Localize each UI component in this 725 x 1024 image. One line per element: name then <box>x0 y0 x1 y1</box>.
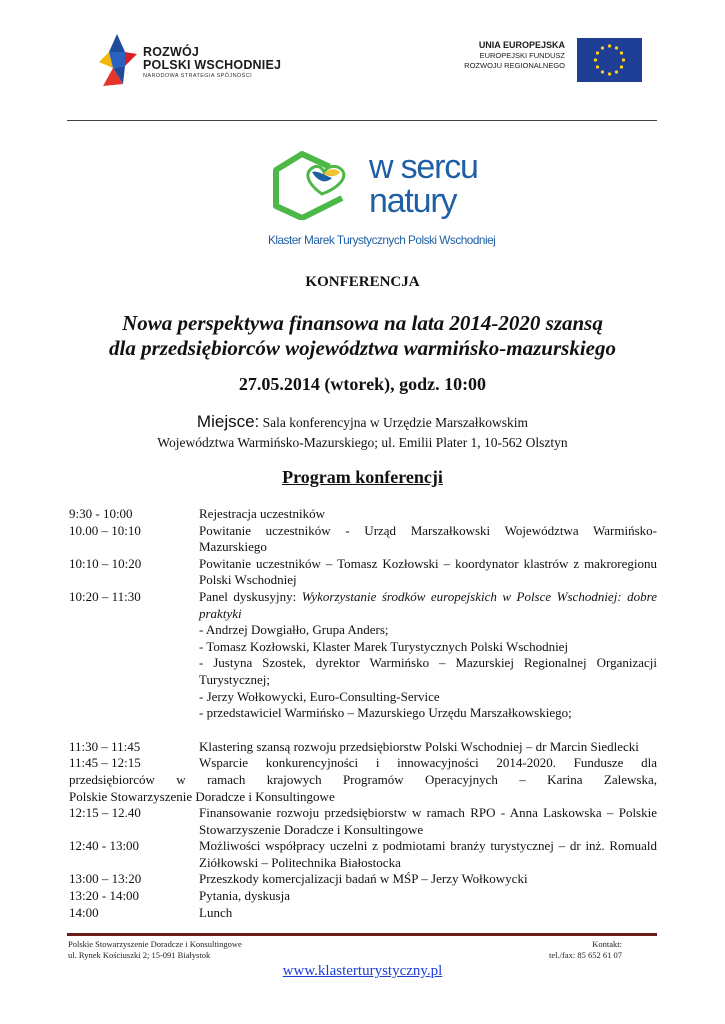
schedule-desc <box>199 755 657 772</box>
schedule-desc-line: Lunch <box>199 904 233 920</box>
schedule-desc-line: Powitanie uczestników - Urząd Marszałkowski Województwa Warmińsko- <box>199 522 657 538</box>
event-title-line1: Nowa perspektywa finansowa na lata 2014-2020 szansą <box>122 311 603 335</box>
rpw-logo-line1: ROZWÓJ <box>143 45 200 59</box>
event-date: 27.05.2014 (wtorek), godz. 10:00 <box>238 374 487 394</box>
schedule-desc-line: Ziółkowski – Politechnika Białostocka <box>199 854 401 870</box>
schedule-desc-line: Rejestracja uczestników <box>199 506 325 521</box>
footer-divider <box>67 933 657 936</box>
eu-line2: EUROPEJSKI FUNDUSZ <box>479 51 565 60</box>
schedule-time: 11:30 – 11:45 <box>69 738 141 754</box>
website-link[interactable]: www.klasterturystyczny.pl <box>282 963 443 979</box>
footer-contact-label: Kontakt: <box>592 939 622 949</box>
place-label: Miejsce: <box>196 412 260 431</box>
schedule-time: 11:45 – 12:15 <box>69 755 141 771</box>
schedule-row <box>69 589 657 722</box>
place-line1: Sala konferencyjna w Urzędzie Marszałkowskim <box>262 415 529 430</box>
schedule-desc-line: Polskie Stowarzyszenie Doradcze i Konsultingowe <box>69 788 335 804</box>
schedule-desc-line: Stowarzyszenie Doradcze i Konsultingowe <box>199 821 424 837</box>
brand-subtitle: Klaster Marek Turystycznych Polski Wschodniej <box>268 233 496 247</box>
schedule-desc-line: Finansowanie rozwoju przedsiębiorstw w ramach RPO - Anna Laskowska – Polskie <box>199 805 657 821</box>
schedule-time: 12:40 - 13:00 <box>69 838 140 854</box>
panelist: - Tomasz Kozłowski, Klaster Marek Turystycznych Polski Wschodniej <box>199 638 569 654</box>
schedule-desc <box>199 888 657 905</box>
footer-org-name: Polskie Stowarzyszenie Doradcze i Konsultingowe <box>68 939 242 949</box>
schedule-row <box>69 838 657 871</box>
program-title: Program konferencji <box>282 467 443 487</box>
footer-org-address: ul. Rynek Kościuszki 2; 15-091 Białystok <box>68 950 211 960</box>
schedule-row <box>69 805 657 838</box>
footer-organization <box>68 939 242 961</box>
event-place <box>0 412 725 453</box>
rpw-logo-line3: NARODOWA STRATEGIA SPÓJNOŚCI <box>143 73 252 79</box>
event-title-line2: dla przedsiębiorców województwa warmińsko-mazurskiego <box>109 336 616 360</box>
rozwoj-polski-wschodniej-logo <box>95 32 295 92</box>
schedule-row <box>69 871 657 888</box>
schedule-desc <box>199 589 657 722</box>
schedule-time: 10:20 – 11:30 <box>69 588 141 604</box>
rpw-star-icon <box>95 32 139 90</box>
schedule-desc-line: Pytania, dyskusja <box>199 888 290 904</box>
place-line2: Województwa Warmińsko-Mazurskiego; ul. Emilii Plater 1, 10-562 Olsztyn <box>157 435 568 450</box>
event-kicker: KONFERENCJA <box>305 274 420 290</box>
schedule-time: 9:30 - 10:00 <box>69 506 133 521</box>
brand-name-line2: natury <box>369 182 457 220</box>
schedule-row <box>69 739 657 756</box>
eu-line3: ROZWOJU REGIONALNEGO <box>464 61 565 70</box>
panel-topic-line2-wrap <box>199 606 657 623</box>
schedule-time: 14:00 <box>69 904 99 920</box>
rpw-logo-text <box>143 46 281 80</box>
schedule-desc <box>199 739 657 756</box>
schedule-desc <box>199 523 657 556</box>
eu-line1: UNIA EUROPEJSKA <box>478 40 565 50</box>
schedule-time: 12:15 – 12.40 <box>69 805 141 821</box>
schedule-time: 10.00 – 10:10 <box>69 522 141 538</box>
schedule-desc <box>199 556 657 589</box>
brand-name <box>369 150 478 218</box>
schedule-desc-line: Możliwości współpracy uczelni z podmiotami branży turystycznej – dr inż. Romuald <box>199 838 657 854</box>
eu-fund-text <box>464 40 565 71</box>
schedule-time: 10:10 – 10:20 <box>69 555 142 571</box>
eu-flag-icon <box>577 38 642 82</box>
schedule-time: 13:00 – 13:20 <box>69 871 142 887</box>
w-sercu-natury-heart-icon <box>272 148 364 220</box>
panelist: - przedstawiciel Warmińsko – Mazurskiego Urzędu Marszałkowskiego; <box>199 705 572 721</box>
event-title <box>0 311 725 361</box>
rpw-logo-line2: POLSKI WSCHODNIEJ <box>143 58 282 72</box>
schedule-desc-line: Polski Wschodniej <box>199 572 297 588</box>
footer-contact <box>549 939 622 961</box>
schedule-row <box>69 523 657 556</box>
schedule-desc <box>199 805 657 838</box>
brand-name-line1: w sercu <box>369 148 478 186</box>
panelist: - Justyna Szostek, dyrektor Warmińsko – Mazurskiej Regionalnej Organizacji <box>199 655 657 671</box>
schedule-row <box>69 506 657 523</box>
schedule-time: 13:20 - 14:00 <box>69 888 140 904</box>
footer-phone: tel./fax: 85 652 61 07 <box>549 950 622 960</box>
schedule-row <box>69 888 657 905</box>
panel-topic-line2: praktyki <box>199 605 242 621</box>
schedule-desc <box>199 506 657 523</box>
schedule-desc-line: Przeszkody komercjalizacji badań w MŚP – Jerzy Wołkowycki <box>199 871 528 887</box>
panelist: Turystycznej; <box>199 671 271 687</box>
schedule-list <box>69 506 657 921</box>
schedule-desc <box>199 838 657 871</box>
panelist: - Jerzy Wołkowycki, Euro-Consulting-Service <box>199 688 440 704</box>
schedule-desc-line: przedsiębiorców w ramach krajowych Programów Operacyjnych – Karina Zalewska, <box>69 771 657 787</box>
schedule-row <box>69 556 657 589</box>
schedule-row <box>69 755 657 772</box>
schedule-desc <box>199 905 657 922</box>
schedule-desc-line: Powitanie uczestników – Tomasz Kozłowski – koordynator klastrów z makroregionu <box>199 555 657 571</box>
panel-topic-line1: Wykorzystanie środków europejskich w Polsce Wschodniej: dobre <box>301 588 657 604</box>
header-divider <box>67 120 657 121</box>
schedule-desc-line: Klastering szansą rozwoju przedsiębiorstw Polski Wschodniej – dr Marcin Siedlecki <box>199 738 639 754</box>
schedule-row <box>69 905 657 922</box>
panel-intro: Panel dyskusyjny: <box>199 588 302 604</box>
schedule-desc-outdent <box>69 772 657 805</box>
schedule-desc <box>199 871 657 888</box>
schedule-desc-line: Wsparcie konkurencyjności i innowacyjności 2014-2020. Fundusze dla <box>199 755 657 771</box>
panelist: - Andrzej Dowgiałło, Grupa Anders; <box>199 622 389 638</box>
panel-line <box>199 589 657 606</box>
schedule-desc-line: Mazurskiego <box>199 539 267 555</box>
